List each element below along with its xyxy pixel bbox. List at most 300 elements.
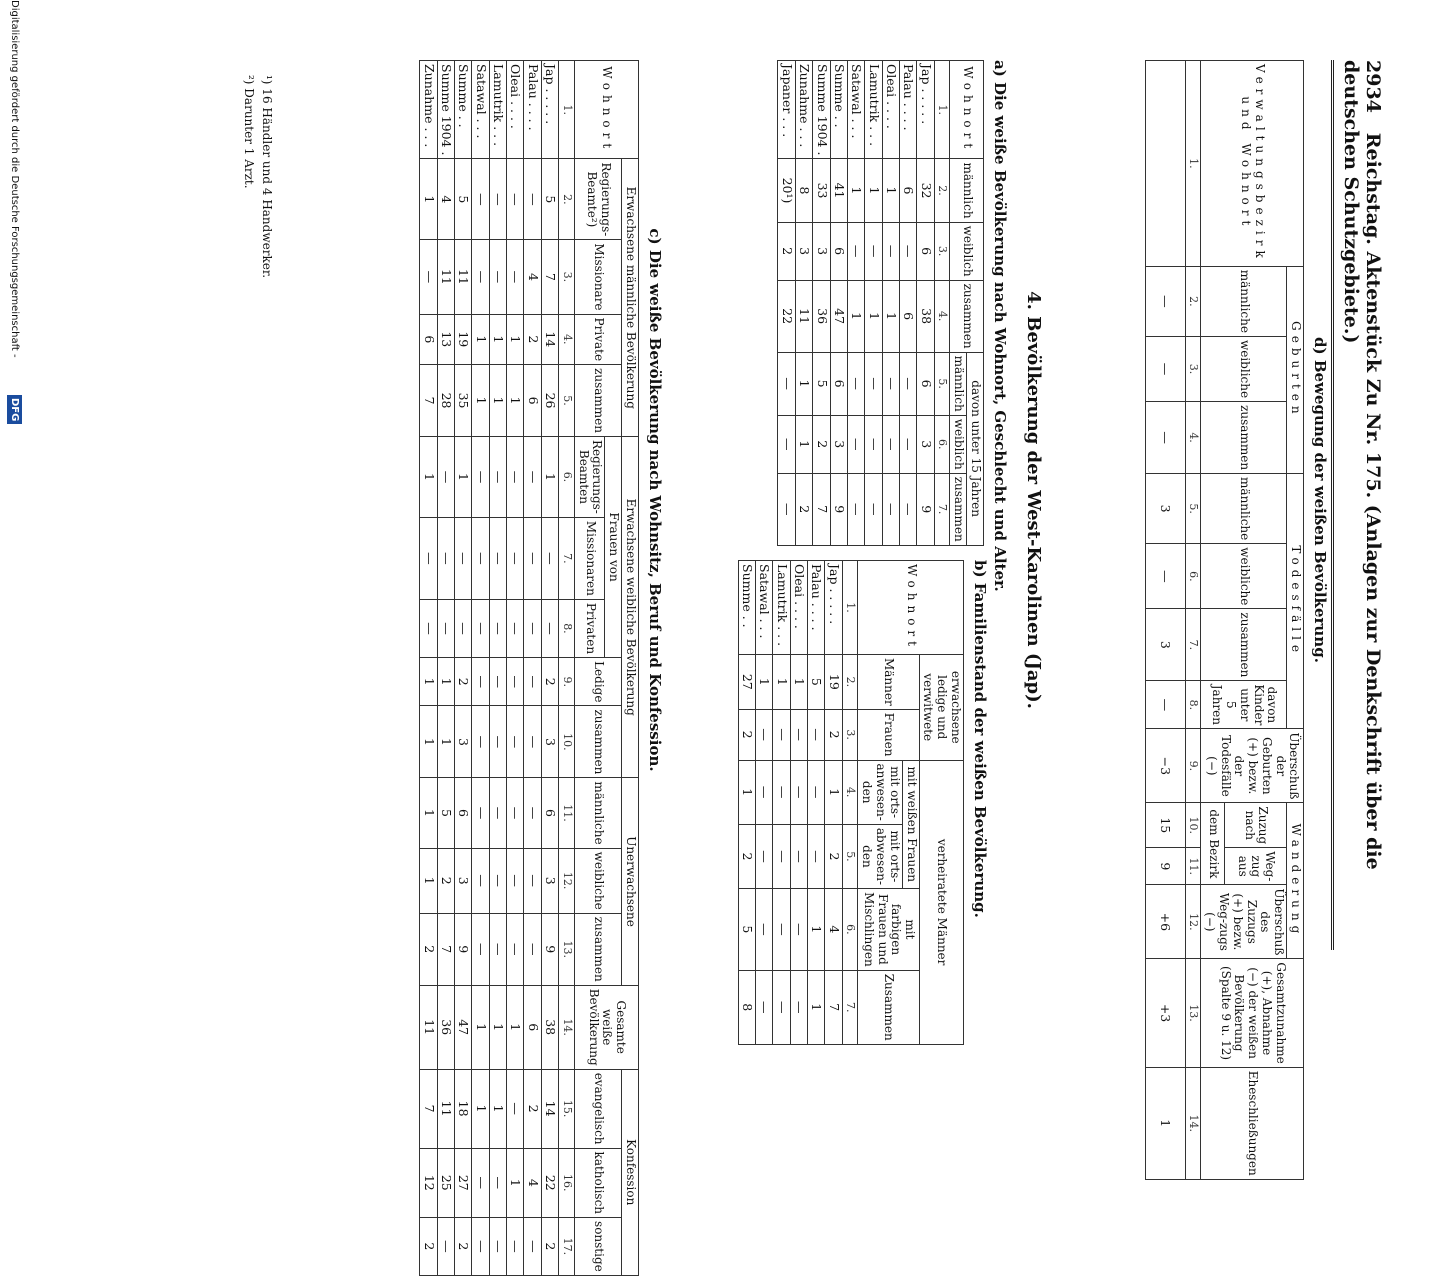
col-farbig: mit farbigen Frauen und Mischlingen [858, 889, 919, 971]
row-label: Zunahme . . . [420, 61, 437, 159]
table-cell: 41 [830, 159, 847, 222]
table-cell: — [524, 848, 541, 913]
col-mit-weissen: mit weißen Frauen [902, 760, 919, 889]
column-number: 4. [559, 314, 575, 365]
table-cell: — [507, 437, 524, 518]
table-cell: 1 [472, 1069, 489, 1148]
table-cell: 26 [541, 365, 558, 437]
table-cell: 25 [437, 1148, 454, 1217]
table-cell: — [755, 709, 772, 760]
table-cell: — [437, 517, 454, 599]
table-cell: 1 [507, 314, 524, 365]
table-cell: 11 [437, 240, 454, 314]
column-number: 3. [559, 240, 575, 314]
table-cell: — [524, 159, 541, 240]
table-row: 1. 2. 3. 4. 5. 6. 7. 8. 9. 10. 11. 12. 13. 14. [1185, 61, 1201, 1180]
table-cell: — [489, 240, 506, 314]
table-cell: 36 [437, 985, 454, 1069]
table-cell: — [472, 240, 489, 314]
table-cell: 27 [454, 1148, 471, 1217]
row-label: Palau . . . . [808, 561, 825, 655]
col-ledige: Ledige [574, 658, 621, 706]
table-cell: — [524, 1218, 541, 1276]
table-cell: — [865, 352, 882, 415]
table-cell: — [778, 473, 795, 545]
col-bezirk: Verwaltungsbezirk und Wohnort [1201, 61, 1304, 267]
table-cell: 2 [738, 824, 755, 888]
table-cell: 20¹) [778, 159, 795, 222]
table-cell: — [865, 222, 882, 280]
table-cell: 47 [830, 280, 847, 352]
table-cell: — [507, 658, 524, 706]
table-row [900, 61, 917, 546]
table-cell: 6 [420, 314, 437, 365]
table-cell: 1 [507, 365, 524, 437]
table-cell: 5 [738, 889, 755, 971]
table-cell: 9 [917, 473, 934, 545]
table-cell: 1 [882, 159, 899, 222]
table-cell: 4 [437, 159, 454, 240]
table-cell: 38 [917, 280, 934, 352]
col-frauen-von: Frauen von [605, 437, 622, 658]
table-cell: 14 [541, 1069, 558, 1148]
column-number: 16. [559, 1148, 575, 1217]
table-cell: — [507, 913, 524, 985]
col-unerw-w: weibliche [574, 848, 621, 913]
table-cell: 1 [755, 654, 772, 709]
table-cell: — [847, 415, 864, 473]
table-cell: — [437, 599, 454, 657]
table-cell: — [882, 473, 899, 545]
col-erw-m: Erwachsene männliche Bevölkerung [622, 159, 639, 437]
col-wohnort: Wohnort [574, 61, 638, 159]
table-cell: 7 [813, 473, 830, 545]
table-row: — — — 3 — 3 — −3 15 9 +6 +3 1 [1145, 61, 1185, 1180]
table-cell: — [472, 159, 489, 240]
table-cell: 7 [420, 365, 437, 437]
table-cell: 5 [454, 159, 471, 240]
column-number: 2. [934, 159, 950, 222]
col-w: weiblich [950, 222, 984, 280]
table-cell: 2 [420, 1218, 437, 1276]
table-row [917, 61, 934, 546]
table-cell: — [472, 599, 489, 657]
table-row [790, 561, 807, 1045]
table-cell: — [507, 1069, 524, 1148]
table-cell: 2 [420, 913, 437, 985]
row-label: Japaner . . . [778, 61, 795, 159]
table-cell: 6 [900, 280, 917, 352]
table-cell: 7 [541, 240, 558, 314]
table-cell: — [524, 913, 541, 985]
table-cell: 22 [541, 1148, 558, 1217]
col-geb-w: weibliche [1201, 336, 1287, 401]
column-number: 7. [559, 517, 575, 599]
table-cell: 6 [454, 778, 471, 848]
col-geb-z: zusammen [1201, 402, 1287, 474]
table-cell: 9 [454, 913, 471, 985]
table-cell: 33 [813, 159, 830, 222]
table-cell: 1 [420, 159, 437, 240]
table-cell: 11 [795, 280, 812, 352]
col-todesfaelle: Todesfälle [1287, 474, 1304, 729]
digitization-text: Digitalisierung gefördert durch die Deutsche Forschungsgemeinschaft - [9, 0, 20, 358]
table-row [489, 61, 506, 1276]
table-cell: — [472, 1148, 489, 1217]
table-cell: — [489, 658, 506, 706]
table-cell: — [489, 848, 506, 913]
table-cell: — [420, 517, 437, 599]
table-row [454, 61, 471, 1276]
table-cell: 1 [472, 365, 489, 437]
table-cell: — [524, 517, 541, 599]
table-row [778, 61, 795, 546]
column-number: 3. [934, 222, 950, 280]
table-cell: — [472, 778, 489, 848]
table-cell: 9 [541, 913, 558, 985]
table-cell: — [472, 1218, 489, 1276]
table-cell: 1 [790, 654, 807, 709]
table-cell: 1 [847, 159, 864, 222]
table-cell: 2 [738, 709, 755, 760]
table-cell: 1 [454, 437, 471, 518]
table-cell: — [489, 1148, 506, 1217]
table-cell: — [489, 159, 506, 240]
table-cell: 1 [472, 314, 489, 365]
table-cell: 3 [541, 706, 558, 778]
table-cell: 2 [541, 658, 558, 706]
table-cell: 2 [825, 824, 842, 888]
column-number: 8. [559, 599, 575, 657]
column-number: 11. [559, 778, 575, 848]
table-cell: — [507, 778, 524, 848]
table-cell: — [773, 709, 790, 760]
column-number: 10. [559, 706, 575, 778]
table-cell: 3 [541, 848, 558, 913]
col-w-zus: zusammen [574, 706, 621, 778]
column-number: 14. [559, 985, 575, 1069]
table-cell: — [507, 159, 524, 240]
row-label: Summe 1904 . [813, 61, 830, 159]
table-a [777, 60, 984, 546]
page-header [1331, 60, 1384, 950]
table-cell: — [489, 517, 506, 599]
col-unerw-z: zusammen [574, 913, 621, 985]
col-davon-m: männlich [950, 352, 967, 415]
table-cell: 6 [830, 352, 847, 415]
table-cell: 1 [489, 314, 506, 365]
table-cell: 4 [825, 889, 842, 971]
table-row [865, 61, 882, 546]
table-row [795, 61, 812, 546]
column-number: 9. [559, 658, 575, 706]
table-cell: 3 [454, 706, 471, 778]
column-number: 6. [559, 437, 575, 518]
table-row [507, 61, 524, 1276]
col-tod-w: weibliche [1201, 544, 1287, 609]
table-cell: — [847, 352, 864, 415]
table-c-title: c) Die weiße Bevölkerung nach Wohnsitz, Beruf und Konfession. [646, 228, 664, 772]
table-row [420, 61, 437, 1276]
column-number: 2. [842, 654, 858, 709]
table-cell: — [489, 599, 506, 657]
table-cell: — [454, 599, 471, 657]
column-number: 13. [559, 913, 575, 985]
row-label: Satawal . . . [472, 61, 489, 159]
table-cell: — [524, 599, 541, 657]
table-cell: — [773, 760, 790, 824]
table-cell: 19 [825, 654, 842, 709]
table-row [738, 561, 755, 1045]
row-label: Palau . . . . [900, 61, 917, 159]
table-cell: 5 [808, 654, 825, 709]
table-cell: — [507, 517, 524, 599]
table-cell: — [524, 437, 541, 518]
col-zusammen: Zusammen [858, 970, 919, 1044]
table-cell: — [437, 437, 454, 518]
col-geburten: Geburten [1287, 266, 1304, 473]
table-cell: — [900, 415, 917, 473]
table-cell: — [790, 889, 807, 971]
table-cell: — [489, 1218, 506, 1276]
col-ueb-zuzug: Überschuß des Zuzugs (+) bezw. Weg-zugs (−) [1201, 885, 1287, 959]
column-number: 6. [934, 415, 950, 473]
table-row [808, 561, 825, 1045]
col-frauen: Frauen [858, 709, 919, 760]
table-cell: 2 [795, 473, 812, 545]
col-konf: Konfession [622, 1069, 639, 1275]
table-cell: 4 [524, 1148, 541, 1217]
table-cell: — [882, 415, 899, 473]
table-cell: 11 [437, 1069, 454, 1148]
table-cell: — [865, 415, 882, 473]
table-cell: 1 [489, 985, 506, 1069]
table-cell: 5 [541, 159, 558, 240]
col-sonst: sonstige [574, 1218, 621, 1276]
table-a-title: a) Die weiße Bevölkerung nach Wohnort, Geschlecht und Alter. [991, 60, 1009, 592]
col-anwesend: mit orts-anwesen-den [858, 760, 902, 824]
col-gesamt: Gesamte weiße Bevölkerung [574, 985, 638, 1069]
table-cell: 6 [917, 352, 934, 415]
table-row [472, 61, 489, 1276]
col-abwesend: mit orts-abwesen-den [858, 824, 902, 888]
table-c [419, 60, 639, 1276]
col-davon: davon unter 15 Jahren [967, 352, 984, 545]
column-number-row [559, 61, 575, 1276]
column-number: 17. [559, 1218, 575, 1276]
row-label: Satawal . . . [847, 61, 864, 159]
col-ehe: Eheschließungen [1201, 1067, 1304, 1179]
col-reg-beamte: Regierungs-Beamte²) [574, 159, 621, 240]
table-cell: 1 [738, 760, 755, 824]
row-label: Summe . . [454, 61, 471, 159]
dfg-logo: DFG [7, 395, 22, 424]
row-label: Oleai . . . . [790, 561, 807, 655]
table-cell: 36 [813, 280, 830, 352]
column-number: 6. [842, 889, 858, 971]
table-cell: 8 [738, 970, 755, 1044]
col-m-zus: zusammen [574, 365, 621, 437]
table-cell: — [472, 706, 489, 778]
table-cell: 2 [524, 314, 541, 365]
table-cell: 47 [454, 985, 471, 1069]
table-cell: 1 [420, 658, 437, 706]
table-cell: 1 [507, 1148, 524, 1217]
table-cell: — [507, 240, 524, 314]
column-number: 5. [934, 352, 950, 415]
table-cell: 1 [847, 280, 864, 352]
table-cell: 1 [437, 706, 454, 778]
table-cell: 1 [489, 1069, 506, 1148]
table-row [882, 61, 899, 546]
table-row [541, 61, 558, 1276]
column-number-row [934, 61, 950, 546]
table-cell: — [507, 1218, 524, 1276]
table-cell: 2 [454, 658, 471, 706]
table-cell: — [900, 352, 917, 415]
table-cell: 2 [778, 222, 795, 280]
table-row [773, 561, 790, 1045]
table-cell: — [790, 824, 807, 888]
col-unerw-m: männliche [574, 778, 621, 848]
table-cell: 7 [437, 913, 454, 985]
col-unerw: Unerwachsene [622, 778, 639, 985]
table-cell: 2 [454, 1218, 471, 1276]
col-missionaren: Missionaren [574, 517, 605, 599]
table-cell: 5 [813, 352, 830, 415]
table-row [437, 61, 454, 1276]
row-label: Jap . . . . . [917, 61, 934, 159]
table-cell: 7 [825, 970, 842, 1044]
table-cell: 6 [917, 222, 934, 280]
table-cell: 1 [795, 352, 812, 415]
table-cell: 11 [454, 240, 471, 314]
column-number: 4. [842, 760, 858, 824]
col-tod-m: männliche [1201, 474, 1287, 544]
table-cell: — [489, 913, 506, 985]
column-number: 7. [934, 473, 950, 545]
column-number: 5. [559, 365, 575, 437]
table-cell: — [524, 706, 541, 778]
col-geb-m: männliche [1201, 266, 1287, 336]
column-number: 2. [559, 159, 575, 240]
table-cell: 2 [524, 1069, 541, 1148]
table-cell: 22 [778, 280, 795, 352]
table-cell: — [489, 706, 506, 778]
table-cell: 1 [420, 778, 437, 848]
table-cell: — [755, 889, 772, 971]
column-number: 5. [842, 824, 858, 888]
column-number: 12. [559, 848, 575, 913]
table-cell: 1 [808, 889, 825, 971]
row-label: Oleai . . . . [507, 61, 524, 159]
table-cell: — [541, 517, 558, 599]
col-privaten: Privaten [574, 599, 605, 657]
col-erw: erwachsene ledige und verwitwete [919, 654, 963, 760]
header-rule [1331, 60, 1334, 950]
table-b-title: b) Familienstand der weißen Bevölkerung. [971, 560, 989, 918]
table-cell: — [882, 222, 899, 280]
table-cell: 2 [813, 415, 830, 473]
table-cell: — [790, 760, 807, 824]
table-cell: 6 [524, 985, 541, 1069]
col-missionare: Missionare [574, 240, 621, 314]
table-cell: 6 [900, 159, 917, 222]
table-cell: 3 [813, 222, 830, 280]
table-cell: 2 [825, 709, 842, 760]
table-cell: — [755, 760, 772, 824]
table-cell: 19 [454, 314, 471, 365]
table-cell: 6 [541, 778, 558, 848]
col-z: zusammen [950, 280, 984, 352]
footnote-2: ²) Darunter 1 Arzt. [242, 75, 256, 189]
table-cell: 32 [917, 159, 934, 222]
table-cell: — [489, 437, 506, 518]
table-row [524, 61, 541, 1276]
table-cell: 6 [524, 365, 541, 437]
col-zuzug: Zuzug nach [1224, 803, 1286, 848]
table-cell: — [773, 824, 790, 888]
table-cell: — [524, 778, 541, 848]
table-row [813, 61, 830, 546]
col-ev: evangelisch [574, 1069, 621, 1148]
table-cell: 7 [420, 1069, 437, 1148]
table-cell: 9 [830, 473, 847, 545]
table-cell: 3 [795, 222, 812, 280]
row-label: Summe 1904 . [437, 61, 454, 159]
col-m: männlich [950, 159, 984, 222]
table-cell: — [773, 970, 790, 1044]
table-cell: 11 [420, 985, 437, 1069]
table-cell: — [847, 473, 864, 545]
col-verh: verheiratete Männer [919, 760, 963, 1044]
table-cell: 1 [420, 706, 437, 778]
table-cell: — [773, 889, 790, 971]
table-cell: — [808, 709, 825, 760]
table-cell: 1 [865, 159, 882, 222]
table-cell: 4 [524, 240, 541, 314]
table-cell: — [420, 599, 437, 657]
table-cell: 3 [917, 415, 934, 473]
table-cell: — [755, 970, 772, 1044]
table-cell: — [472, 517, 489, 599]
header-text: Reichstag. Aktenstück Zu Nr. 175. (Anlagen zur Denkschrift über die deutschen Schutzgebiete.) [1340, 60, 1384, 870]
table-cell: — [454, 517, 471, 599]
table-cell: — [808, 824, 825, 888]
table-cell: 35 [454, 365, 471, 437]
row-label: Palau . . . . [524, 61, 541, 159]
column-number: 7. [842, 970, 858, 1044]
table-cell: — [790, 970, 807, 1044]
table-cell: — [489, 778, 506, 848]
column-number: 3. [842, 709, 858, 760]
page-number: 2934 [1362, 60, 1384, 113]
table-cell: 1 [437, 658, 454, 706]
table-cell: — [472, 848, 489, 913]
table-cell: — [507, 599, 524, 657]
table-cell: 1 [420, 437, 437, 518]
table-cell: 2 [541, 1218, 558, 1276]
table-cell: — [472, 437, 489, 518]
table-cell: 1 [489, 365, 506, 437]
table-cell: — [778, 352, 795, 415]
table-cell: 1 [825, 760, 842, 824]
table-cell: 38 [541, 985, 558, 1069]
table-row [825, 561, 842, 1045]
table-cell: — [507, 706, 524, 778]
col-ueberschuss: Überschuß der Geburten (+) bezw. der Todesfälle (−) [1201, 729, 1304, 803]
table-cell: 1 [773, 654, 790, 709]
